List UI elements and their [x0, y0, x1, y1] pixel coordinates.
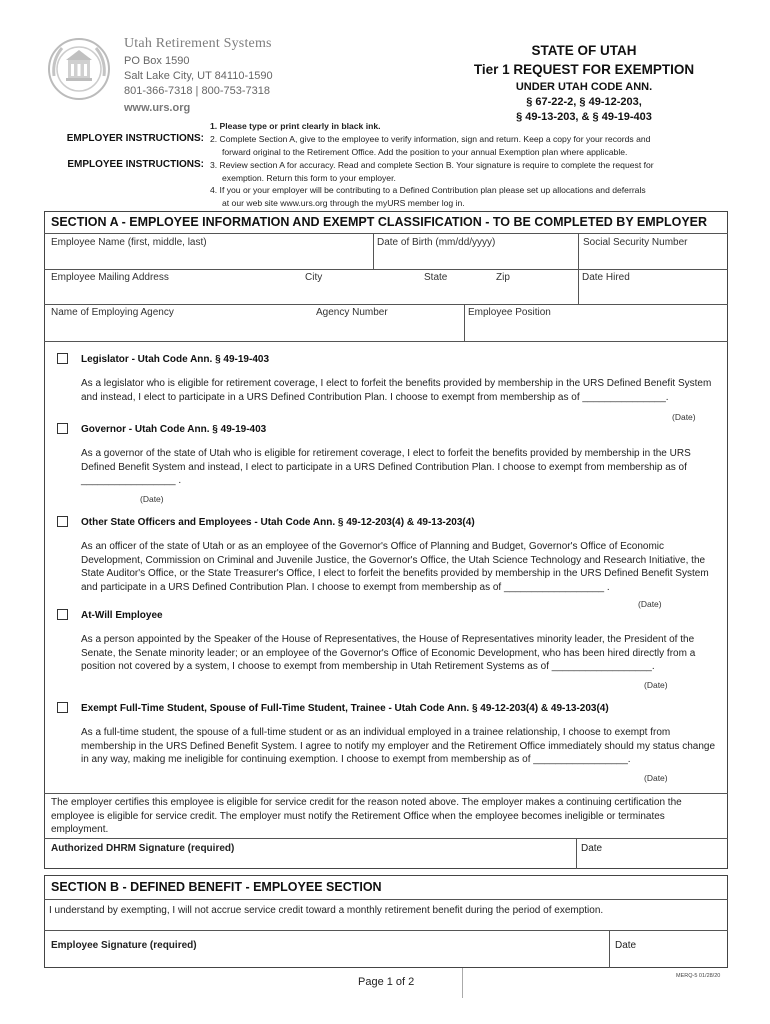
student-text: As a full-time student, the spouse of a full-time student or as an individual employed in a trainee relationship, I choose to exempt from membership in the URS Defined Benefit System. I agree to notify my employer and the Retirement Office immediately should my status change in any way, making me ineligible for continuing exemption. I choose to exempt from membership as of _________________. [81, 727, 715, 765]
section-b-title: SECTION B - DEFINED BENEFIT - EMPLOYEE SECTION [51, 880, 382, 894]
at-will-checkbox[interactable] [57, 609, 68, 620]
state-officers-date-caption: (Date) [638, 599, 662, 609]
instruction-2b: forward original to the Retirement Office. Add the position to your annual Exemption plan where applicable. [222, 147, 628, 157]
org-website: www.urs.org [124, 102, 191, 114]
employer-instructions-label: EMPLOYER INSTRUCTIONS: [66, 133, 204, 144]
page-number: Page 1 of 2 [358, 976, 415, 988]
agency-number-label: Agency Number [316, 307, 388, 318]
title-state: STATE OF UTAH [531, 43, 637, 58]
governor-date-caption: (Date) [140, 494, 164, 504]
org-phones: 801-366-7318 | 800-753-7318 [124, 85, 270, 97]
employee-date-label: Date [615, 940, 637, 951]
urs-seal-logo [46, 36, 112, 102]
legislator-text: As a legislator who is eligible for retirement coverage, I elect to forfeit the benefits provided by membership in the URS Defined Benefit System and instead, I elect to participate in a URS Defined Contribution Plan. I choose to exempt from membership as of _______________. [81, 378, 712, 403]
section-b-statement: I understand by exempting, I will not accrue service credit toward a monthly retirement benefit during the period of exemption. [49, 905, 604, 916]
position-label: Employee Position [468, 307, 551, 318]
mailing-address-label: Employee Mailing Address [51, 272, 169, 283]
legislator-title: Legislator - Utah Code Ann. § 49-19-403 [81, 354, 270, 365]
dob-label: Date of Birth (mm/dd/yyyy) [377, 237, 496, 248]
agency-name-label: Name of Employing Agency [51, 307, 174, 318]
employee-instructions-label: EMPLOYEE INSTRUCTIONS: [67, 159, 204, 170]
state-label: State [424, 272, 448, 283]
instruction-3a: 3. Review section A for accuracy. Read and complete Section B. Your signature is require to complete the request for [210, 160, 654, 170]
instruction-2a: 2. Complete Section A, give to the employee to verify information, sign and return. Keep a copy for your records and [210, 134, 651, 144]
at-will-title: At-Will Employee [81, 610, 163, 621]
instruction-4b: at our web site www.urs.org through the myURS member log in. [222, 198, 465, 208]
org-city-line: Salt Lake City, UT 84110-1590 [124, 70, 273, 82]
governor-checkbox[interactable] [57, 423, 68, 434]
org-name: Utah Retirement Systems [124, 36, 272, 51]
title-code-line2: § 67-22-2, § 49-12-203, [526, 96, 642, 108]
governor-title: Governor - Utah Code Ann. § 49-19-403 [81, 424, 267, 435]
title-code-line1: UNDER UTAH CODE ANN. [515, 81, 653, 93]
org-po-box: PO Box 1590 [124, 55, 190, 67]
form-code: MERQ-5 01/28/20 [676, 973, 721, 979]
legislator-date-caption: (Date) [672, 412, 696, 422]
title-form-name: Tier 1 REQUEST FOR EXEMPTION [473, 62, 695, 77]
ssn-label: Social Security Number [583, 237, 688, 248]
instruction-1: 1. Please type or print clearly in black ink. [210, 121, 381, 131]
legislator-checkbox[interactable] [57, 353, 68, 364]
zip-label: Zip [496, 272, 510, 283]
student-date-caption: (Date) [644, 773, 668, 783]
date-hired-label: Date Hired [582, 272, 630, 283]
employer-certification: The employer certifies this employee is eligible for service credit for the reason noted above. The employer makes a continuing certification the employee is eligible for service credit. The employer must notify the Retirement Office when the employee becomes ineligible or terminates employment. [51, 797, 682, 835]
state-officers-title: Other State Officers and Employees - Utah Code Ann. § 49-12-203(4) & 49-13-203(4) [81, 517, 475, 528]
title-code-line3: § 49-13-203, & § 49-19-403 [516, 111, 652, 123]
dhrm-signature-label: Authorized DHRM Signature (required) [51, 843, 235, 854]
state-officers-text: As an officer of the state of Utah or as an employee of the Governor's Office of Planning and Budget, Governor's Office of Economic Development, Commission on Criminal and Juvenile Justice, the Governor's Office, the Utah Science Technology and Research Initiative, the State Auditor's Office, or the State Treasurer's Office, I elect to forfeit the benefits provided by membership in the URS Defined Benefit System and participate in a URS Defined Contribution Plan. I choose to exempt from membership as of __________________ . [81, 541, 709, 593]
at-will-text: As a person appointed by the Speaker of the House of Representatives, the House of Representatives minority leader, the President of the Senate, the Senate minority leader; or an employee of the Governor's Office of Economic Development, who has been hired directly from a position not covered by a system, I choose to exempt from membership in Utah Retirement Systems as of __________________. [81, 634, 696, 672]
instruction-4a: 4. If you or your employer will be contributing to a Defined Contribution plan please set up allocations and deferrals [210, 185, 646, 195]
instruction-3b: exemption. Return this form to your employer. [222, 173, 396, 183]
dhrm-date-label: Date [581, 843, 603, 854]
student-checkbox[interactable] [57, 702, 68, 713]
governor-text: As a governor of the state of Utah who is eligible for retirement coverage, I elect to forfeit the benefits provided by membership in the URS Defined Benefit System and instead, I elect to participate in a URS Defined Contribution Plan. I choose to exempt from membership as of _________________ . [81, 448, 691, 486]
employee-signature-label: Employee Signature (required) [51, 940, 197, 951]
state-officers-checkbox[interactable] [57, 516, 68, 527]
city-label: City [305, 272, 323, 283]
employee-name-label: Employee Name (first, middle, last) [51, 237, 207, 248]
at-will-date-caption: (Date) [644, 680, 668, 690]
section-a-title: SECTION A - EMPLOYEE INFORMATION AND EXEMPT CLASSIFICATION - TO BE COMPLETED BY EMPLOYER [51, 215, 708, 229]
student-title: Exempt Full-Time Student, Spouse of Full-Time Student, Trainee - Utah Code Ann. § 49-12-203(4) & 49-13-203(4) [81, 703, 609, 714]
